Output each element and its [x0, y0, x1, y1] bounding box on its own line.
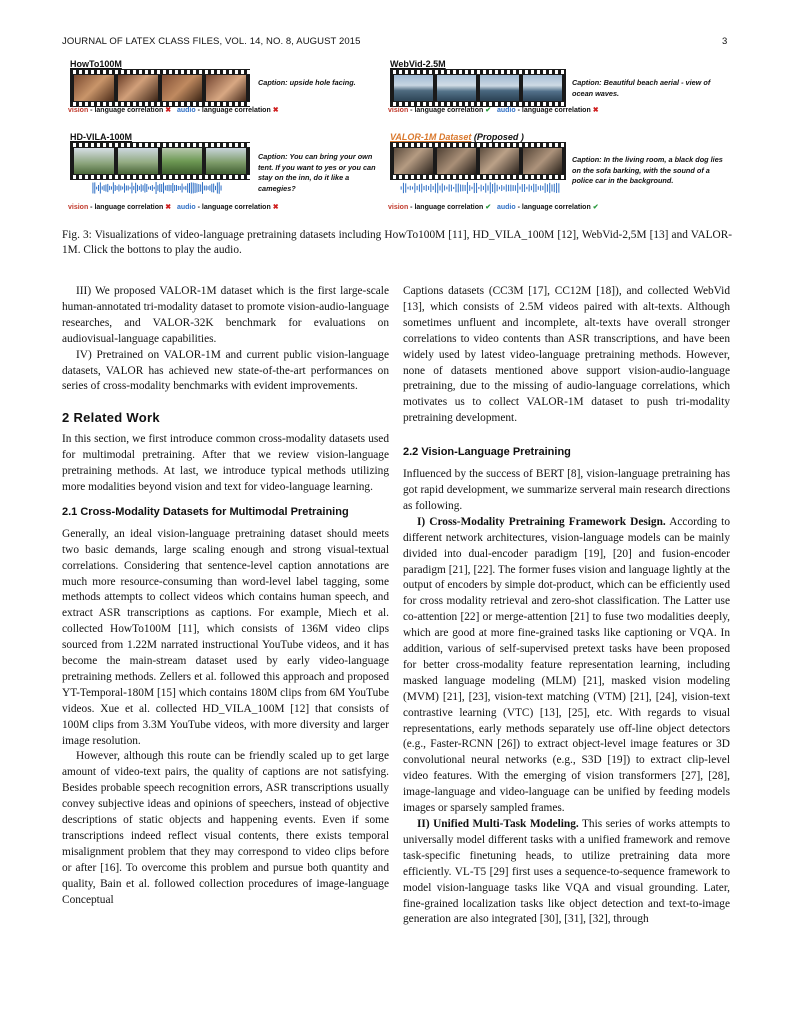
vision-label: vision	[68, 204, 89, 211]
paragraph-lead: II) Unified Multi-Task Modeling.	[417, 818, 579, 830]
correlation-row-hdvila	[68, 203, 279, 211]
vision-correlation-text: - language correlation	[408, 107, 484, 114]
paragraph-body: This series of works attempts to universally model different tasks with a unified framework and remove task-specific finetuning heads, to utilize pretraining data more efficiently. VL-T5 [29] first uses a sequence-to-sequence framework to model vision-language tasks like VQA and visual grounding. Later, fine-grained localization tasks like object detection and text-to-image generation are also integrated [30], [31], [32], through	[403, 818, 730, 926]
audio-correlation-text: - language correlation	[515, 204, 591, 211]
audio-correlation-text: - language correlation	[195, 204, 271, 211]
paragraph	[403, 515, 730, 817]
panel-caption-howto100m: Caption: upside hole facing.	[258, 78, 356, 87]
paragraph: Generally, an ideal vision-language pretraining dataset should meets two basic demands, large scaling enough and strong visual-textual correlations. Considering that sentence-level caption annotations are much more resource-consuming than word-level label tagging, some methods attempts to collect videos which contains human speech, and extract ASR transcriptions as captions. For example, Miech et al. collected HowTo100M [11], which consists of 136M video clips sourced from 1.22M narrated instructional YouTube videos, and it has become the main-stream dataset used by early video-language pretraining methods. Zellers et al. followed this approach and proposed YT-Temporal-180M [15] which contains 180M clips from 6M YouTube videos. Xue et al. collected HD_VILA_100M [12] that consists of 100M clips from 3.3M YouTube videos, with more diversity and larger image resolution.	[62, 527, 389, 747]
paragraph-lead: I) Cross-Modality Pretraining Framework Design.	[417, 515, 666, 528]
check-icon: ✔	[485, 204, 492, 211]
audio-label: audio	[176, 107, 196, 114]
panel-title-hdvila: HD-VILA-100M	[70, 132, 133, 142]
paragraph: Captions datasets (CC3M [17], CC12M [18]), and collected WebVid [13], which consists of 2.5M videos paired with alt-texts. Although sometimes unfluent and incomplete, alt-texts have overall stronger correlations to video contents than ASR transcriptions, and have been widely used by latest video-language pretraining methods. However, none of datasets mentioned above support vision-audio-language pretraining, due to the missing of audio-language correlations, which motivates us to collect VALOR-1M dataset to push tri-modality pretraining development.	[403, 285, 730, 425]
check-icon: ✔	[485, 107, 492, 114]
cross-icon: ✖	[592, 107, 599, 114]
panel-caption-webvid	[572, 78, 722, 99]
vision-label: vision	[388, 107, 409, 114]
panel-caption-valor: Caption: In the living room, a black dog lies on the sofa barking, with the sound of a police car in the background.	[572, 155, 723, 185]
figure-caption: Fig. 3: Visualizations of video-language pretraining datasets including HowTo100M [11], HD_VILA_100M [12], WebVid-2,5M [13] and VALOR-1M. Click the bottons to play the audio.	[62, 229, 732, 256]
panel-title-howto100m: HowTo100M	[70, 59, 122, 69]
cross-icon: ✖	[272, 204, 279, 211]
vision-correlation-text: - language correlation	[88, 204, 164, 211]
vision-correlation-text: - language correlation	[88, 107, 164, 114]
panel-title-webvid: WebVid-2.5M	[390, 59, 446, 69]
audio-label: audio	[496, 107, 516, 114]
audio-correlation-text: - language correlation	[195, 107, 271, 114]
video-strip-hdvila[interactable]	[70, 142, 250, 180]
right-column	[403, 284, 730, 928]
video-strip-howto100m[interactable]	[70, 69, 250, 107]
paragraph: IV) Pretrained on VALOR-1M and current public vision-language datasets, VALOR has achieved new state-of-the-art performances on series of cross-modality benchmarks with evident improvements.	[62, 348, 389, 393]
paragraph: Influenced by the success of BERT [8], vision-language pretraining has got rapid development, we summarize serveral main research directions as following.	[403, 468, 730, 512]
audio-correlation-text: - language correlation	[515, 107, 591, 114]
panel-title-valor	[390, 132, 524, 142]
audio-label: audio	[176, 204, 196, 211]
audio-waveform-valor[interactable]	[400, 182, 560, 194]
paragraph: In this section, we first introduce common cross-modality datasets used for multimodal pretraining. After that we review vision-language pretraining methods. At last, we introduce typical methods utilizing more modalities beyond vision and text for video-language learning.	[62, 433, 389, 493]
running-header: JOURNAL OF LATEX CLASS FILES, VOL. 14, NO. 8, AUGUST 2015	[62, 36, 361, 47]
paragraph: However, although this route can be friendly scaled up to get large amount of video-text pairs, the quality of captions are not satisfying. Besides probable speech recognition errors, ASR transcriptions usually convey subjective ideas and opinions of speechers, instead of objective descriptions of static objects and happening events. Even if some transcriptions indeed reflect visual contents, there exists temporal misalignment problem that they may correspond to video clips before or after [16]. To overcome this problem and pursue both quantity and quality, Bain et al. followed collection procedures of image-language Conceptual	[62, 750, 389, 906]
audio-label: audio	[496, 204, 516, 211]
figure-3	[0, 0, 791, 225]
paragraph: III) We proposed VALOR-1M dataset which is the first large-scale human-annotated tri-modality dataset to promote vision-audio-language researches, and VALOR-32K benchmark for evaluations on audiovisual-language capabilities.	[62, 285, 389, 345]
left-column	[62, 284, 389, 909]
cross-icon: ✖	[272, 107, 279, 114]
page-number: 3	[722, 36, 728, 47]
valor-title: VALOR-1M Dataset	[390, 132, 472, 142]
audio-waveform-hdvila[interactable]	[92, 182, 222, 194]
correlation-row-howto100m	[68, 106, 279, 114]
valor-title-suffix: (Proposed )	[473, 132, 524, 142]
video-strip-valor[interactable]	[390, 142, 566, 180]
check-icon: ✔	[592, 204, 599, 211]
vision-label: vision	[388, 204, 409, 211]
video-strip-webvid[interactable]	[390, 69, 566, 107]
cross-icon: ✖	[165, 204, 172, 211]
subsection-heading: 2.2 Vision-Language Pretraining	[403, 446, 571, 459]
paragraph-body: According to different network architectures, vision-language models can be mainly divided into dual-encoder paradigm [19], [20] and fusion-encoder paradigm [21], [22]. The former fuses vision and language lightly at the output of encoders by simple dot-product, which can be efficiently used for cross modality retrieval and zero-shot classification. The Latter use co-attention [22] or merge-attention [21] to fuse two modalities deeply, which are good at more fine-grained tasks like captioning or VQA. In addition, various of self-supervised pretext tasks have been proposed for better cross-modality feature representation learning, including masked language modeling (MLM) [21], masked vision modeling (MVM) [21], [23], vision-text matching (VTM) [21], [24], vision-text contrastive learning (VTC) [13], [25], etc. With regards to visual representations, early methods separately use off-line object detectors (e.g., Faster-RCNN [26]) to extract object-level image features or 3D convolutional neural networks (e.g., S3D [19]) to extract clip-level video features. With the emerging of vision transformers [27], [28], image-language and video-language can be unified by feeding models images or sparsely sampled frames.	[403, 515, 730, 815]
panel-caption-hdvila: Caption: You can bring your own tent. If you want to yes or you can stay on the inn, do it like a camegies?	[258, 152, 376, 193]
correlation-row-webvid	[388, 106, 599, 114]
cross-icon: ✖	[165, 107, 172, 114]
paragraph	[403, 817, 730, 928]
caption-text: Caption: Beautiful beach aerial - view of ocean waves.	[572, 78, 711, 98]
subsection-heading: 2.1 Cross-Modality Datasets for Multimodal Pretraining	[62, 505, 349, 518]
section-heading: 2 Related Work	[62, 410, 160, 426]
correlation-row-valor	[388, 203, 599, 211]
vision-label: vision	[68, 107, 89, 114]
vision-correlation-text: - language correlation	[408, 204, 484, 211]
